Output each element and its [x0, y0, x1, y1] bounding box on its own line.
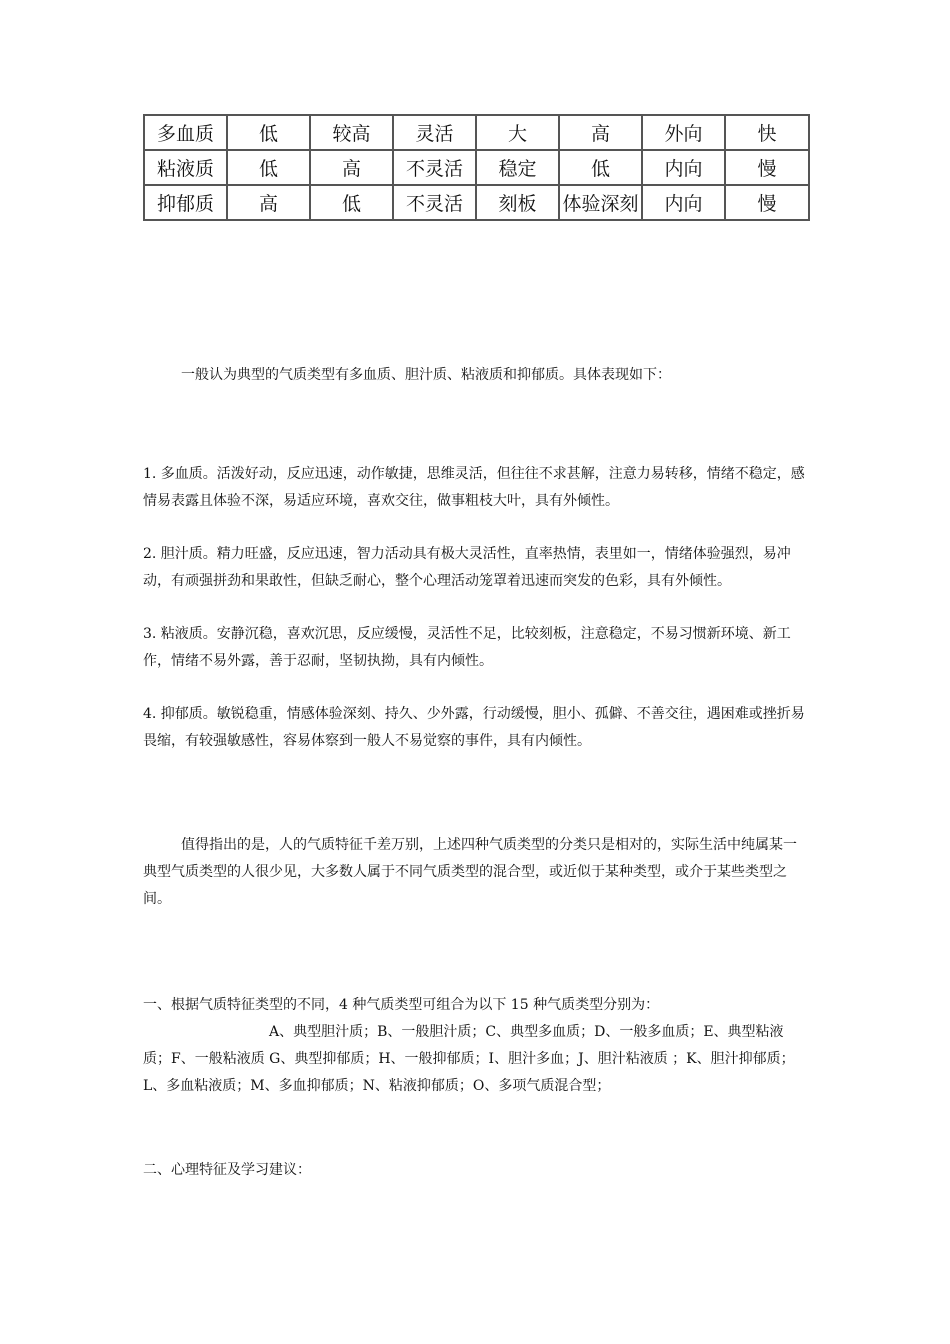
paragraph-melancholic: 4. 抑郁质。敏锐稳重，情感体验深刻、持久、少外露，行动缓慢，胆小、孤僻、不善交往，遇困难或挫折易畏缩，有较强敏感性，容易体察到一般人不易觉察的事件，具有内倾性。	[143, 706, 805, 749]
table-cell: 体验深刻	[559, 185, 642, 220]
table-cell: 不灵活	[393, 185, 476, 220]
table-cell: 高	[559, 115, 642, 150]
row-header-cell: 多血质	[144, 115, 227, 150]
table-cell: 较高	[310, 115, 393, 150]
table-row	[144, 150, 809, 185]
paragraph-sanguine: 1. 多血质。活泼好动，反应迅速，动作敏捷，思维灵活，但往往不求甚解，注意力易转移，情绪不稳定，感情易表露且体验不深，易适应环境，喜欢交往，做事粗枝大叶，具有外倾性。	[143, 466, 805, 509]
table-cell: 内向	[642, 185, 725, 220]
row-header-cell: 粘液质	[144, 150, 227, 185]
table-cell: 高	[227, 185, 310, 220]
table-row	[144, 185, 809, 220]
table-row	[144, 115, 809, 150]
table-cell: 大	[476, 115, 559, 150]
table-cell: 低	[227, 115, 310, 150]
table-cell: 快	[725, 115, 809, 150]
table-cell: 低	[227, 150, 310, 185]
paragraph-choleric: 2. 胆汁质。精力旺盛，反应迅速，智力活动具有极大灵活性，直率热情，表里如一，情绪体验强烈，易冲动，有顽强拼劲和果敢性，但缺乏耐心，整个心理活动笼罩着迅速而突发的色彩，具有外倾性。	[143, 546, 791, 589]
table-cell: 内向	[642, 150, 725, 185]
table-cell: 刻板	[476, 185, 559, 220]
note-paragraph: 值得指出的是，人的气质特征千差万别，上述四种气质类型的分类只是相对的，实际生活中纯属某一典型气质类型的人很少见，大多数人属于不同气质类型的混合型，或近似于某种类型，或介于某些类型之间。	[143, 837, 797, 907]
table-cell: 不灵活	[393, 150, 476, 185]
table-cell: 高	[310, 150, 393, 185]
table-cell: 稳定	[476, 150, 559, 185]
paragraph-phlegmatic: 3. 粘液质。安静沉稳，喜欢沉思，反应缓慢，灵活性不足，比较刻板，注意稳定，不易习惯新环境、新工作，情绪不易外露，善于忍耐，坚韧执拗，具有内倾性。	[143, 626, 791, 669]
section1-type-list: A、典型胆汁质；B、一般胆汁质；C、典型多血质；D、一般多血质；E、典型粘液质；F、一般粘液质 G、典型抑郁质；H、一般抑郁质；I、胆汁多血；J、胆汁粘液质 ；K、胆汁抑郁质；L、多血粘液质；M、多血抑郁质；N、粘液抑郁质；O、多项气质混合型；	[143, 1024, 795, 1094]
table-cell: 慢	[725, 185, 809, 220]
temperament-table	[143, 114, 810, 221]
table-cell: 慢	[725, 150, 809, 185]
table-cell: 低	[310, 185, 393, 220]
table-cell: 灵活	[393, 115, 476, 150]
table-cell: 外向	[642, 115, 725, 150]
table-cell: 低	[559, 150, 642, 185]
section2-heading: 二、心理特征及学习建议：	[143, 1162, 311, 1178]
section1-heading: 一、根据气质特征类型的不同，4 种气质类型可组合为以下 15 种气质类型分别为：	[143, 997, 660, 1013]
row-header-cell: 抑郁质	[144, 185, 227, 220]
intro-paragraph: 一般认为典型的气质类型有多血质、胆汁质、粘液质和抑郁质。具体表现如下：	[181, 367, 671, 383]
